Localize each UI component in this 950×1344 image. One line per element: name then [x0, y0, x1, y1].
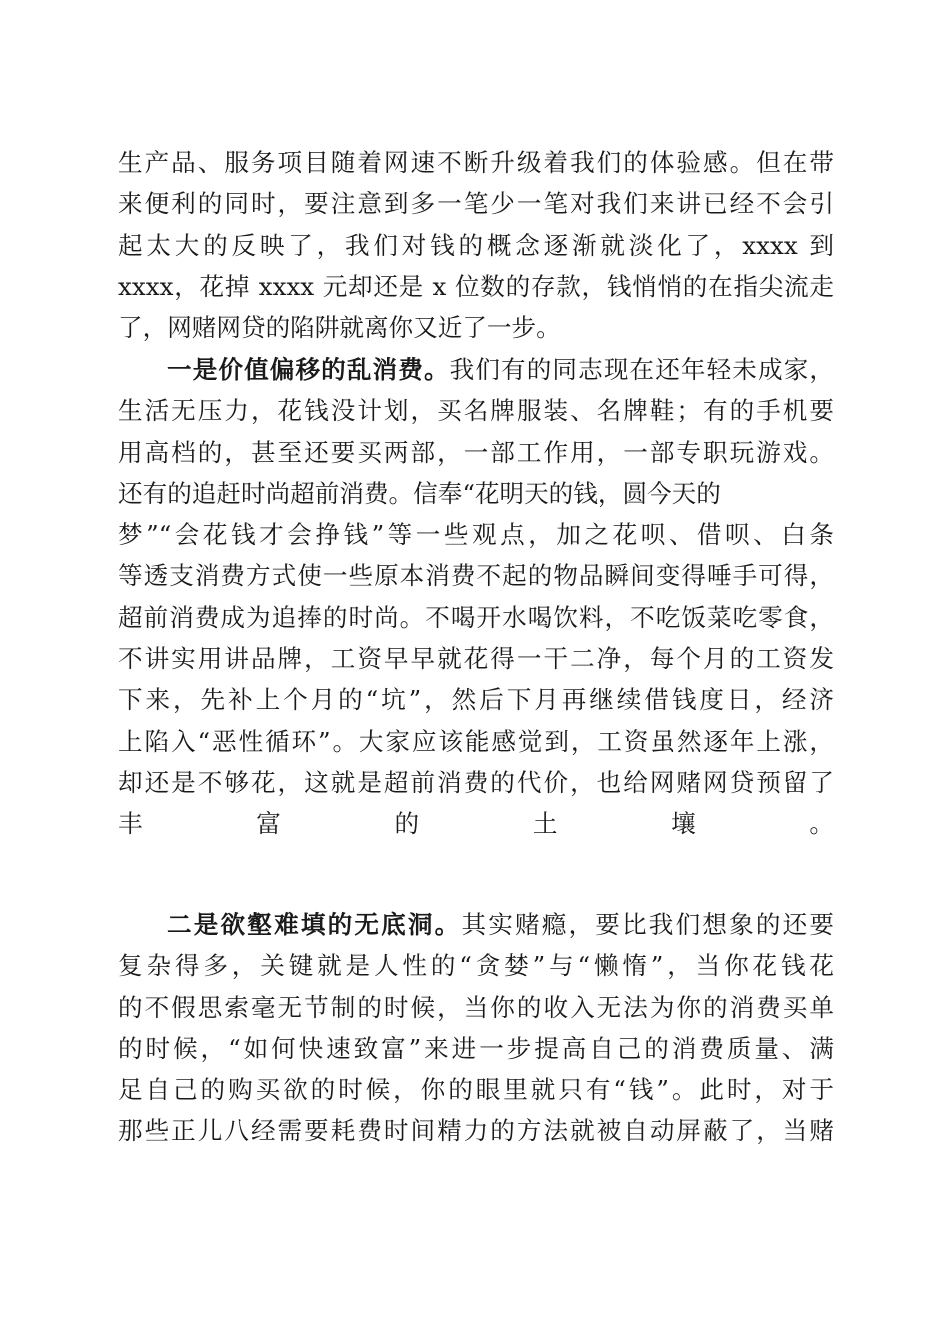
text-line: 超前消费成为追捧的时尚。不喝开水喝饮料，不吃饭菜吃零食， — [118, 602, 834, 632]
text-line: 丰富的土壤。 — [118, 809, 834, 839]
paragraph-section-one — [118, 349, 834, 886]
text-line: 生产品、服务项目随着网速不断升级着我们的体验感。但在带 — [118, 148, 834, 177]
text-line: 生活无压力，花钱没计划，买名牌服装、名牌鞋；有的手机要 — [118, 396, 834, 426]
paragraph-intro — [118, 142, 834, 348]
text-line: xxxx，花掉 xxxx 元却还是 x 位数的存款，钱悄悄的在指尖流走 — [118, 271, 834, 301]
text-line: 等透支消费方式使一些原本消费不起的物品瞬间变得唾手可得， — [118, 561, 834, 591]
text-line: 下来，先补上个月的“坑”，然后下月再继续借钱度日，经济 — [118, 685, 834, 715]
text-line: 了，网赌网贷的陷阱就离你又近了一步。 — [118, 313, 561, 343]
text-line — [118, 349, 834, 390]
text-line: 足自己的购买欲的时候，你的眼里就只有“钱”。此时，对于 — [118, 1075, 834, 1105]
text-line: 的时候，“如何快速致富”来进一步提高自己的消费质量、满 — [118, 1033, 834, 1063]
text-line — [118, 845, 834, 886]
heading-continuation: 其实赌瘾，要比我们想象的还要 — [461, 910, 834, 939]
paragraph-section-two — [118, 904, 834, 1152]
text-line: 起太大的反映了，我们对钱的概念逐渐就淡化了，xxxx 到 — [118, 230, 834, 260]
text-line: 却还是不够花，这就是超前消费的代价，也给网赌网贷预留了 — [118, 767, 834, 797]
text-line: 复杂得多，关键就是人性的“贪婪”与“懒惰”，当你花钱花 — [118, 951, 834, 981]
text-line: 上陷入“恶性循环”。大家应该能感觉到，工资虽然逐年上涨， — [118, 726, 834, 756]
text-line — [118, 904, 834, 945]
text-line: 还有的追赶时尚超前消费。信奉“花明天的钱，圆今天的 — [118, 478, 721, 508]
text-line: 的不假思索毫无节制的时候，当你的收入无法为你的消费买单 — [118, 992, 834, 1022]
section-heading: 二是欲壑难填的无底洞。 — [167, 910, 462, 939]
heading-continuation: 我们有的同志现在还年轻未成家， — [449, 355, 834, 384]
text-line: 用高档的，甚至还要买两部，一部工作用，一部专职玩游戏。 — [118, 437, 834, 467]
text-line: 来便利的同时，要注意到多一笔少一笔对我们来讲已经不会引 — [118, 189, 834, 219]
text-line: 那些正儿八经需要耗费时间精力的方法就被自动屏蔽了，当赌 — [118, 1116, 834, 1146]
section-heading: 一是价值偏移的乱消费。 — [167, 355, 450, 384]
text-line: 梦”“会花钱才会挣钱”等一些观点，加之花呗、借呗、白条 — [118, 520, 834, 550]
text-line: 不讲实用讲品牌，工资早早就花得一干二净，每个月的工资发 — [118, 644, 834, 674]
